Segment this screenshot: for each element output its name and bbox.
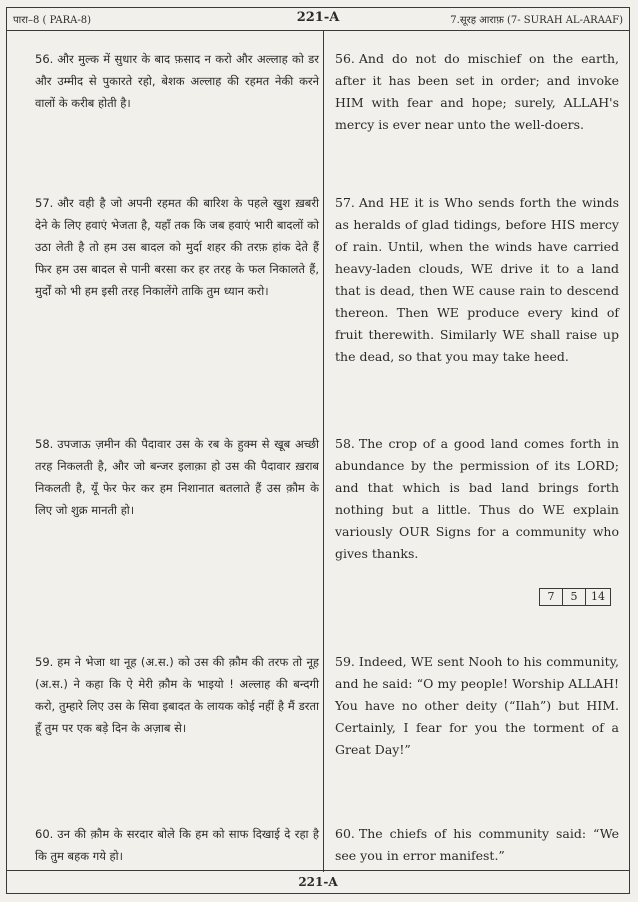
verse-hindi: 56. और मुल्क में सुधार के बाद फ़साद न करो और अल्लाह को डर और उम्मीद से पुकारते रहो, बेशक अल्लाह की रहमत नेकी करने वालों के करीब होती है। <box>35 52 319 110</box>
para-label: पारा–8 ( PARA-8) <box>13 15 91 26</box>
ruku-marker <box>539 588 611 606</box>
page-footer: 221-A <box>7 870 629 893</box>
page-header <box>7 8 629 31</box>
ruku-cell: 7 <box>540 589 563 605</box>
column-divider <box>323 30 324 872</box>
ruku-cell: 14 <box>591 590 605 603</box>
verse-hindi: 58. उपजाऊ ज़मीन की पैदावार उस के रब के हुक्म से खूब अच्छी तरह निकलती है, और जो बन्जर इलाक़ा हो उस की पैदावार ख़राब निकलती है, यूँ फेर फेर कर हम निशानात बतलाते हैं उस क़ौम के लिए जो शुक्र मानती हो। <box>35 437 319 517</box>
verse-english: 56. And do not do mischief on the earth, after it has been set in order; and invoke HIM with fear and hope; surely, ALLAH's mercy is ever near unto the well-doers. <box>335 51 619 132</box>
verse-english: 60. The chiefs of his community said: “We see you in error manifest.” <box>335 826 619 863</box>
surah-label: 7.सूरह आराफ़ (7- SURAH AL-ARAAF) <box>450 15 623 26</box>
page-number-top: 221-A <box>296 10 340 25</box>
page-frame <box>6 7 630 894</box>
verse-english: 59. Indeed, WE sent Nooh to his community, and he said: “O my people! Worship ALLAH! You have no other deity (“Ilah”) but HIM. Certainly, I fear for you the torment of a Great Day!” <box>335 654 619 757</box>
verse-hindi: 59. हम ने भेजा था नूह (अ.स.) को उस की क़ौम की तरफ तो नूह (अ.स.) ने कहा कि ऐ मेरी क़ौम के भाइयो ! अल्लाह की बन्दगी करो, तुम्हारे लिए उस के सिवा इबादत के लायक कोई नहीं है मैं डरता हूँ तुम पर एक बड़े दिन के अज़ाब से। <box>35 655 319 735</box>
verse-hindi: 60. उन की क़ौम के सरदार बोले कि हम को साफ दिखाई दे रहा है कि तुम बहक गये हो। <box>35 827 319 863</box>
verse-english: 57. And HE it is Who sends forth the winds as heralds of glad tidings, before HIS mercy of rain. Until, when the winds have carried heavy-laden clouds, WE drive it to a land that is dead, then WE cause rain to descend thereon. Then WE produce every kind of fruit therewith. Similarly WE shall raise up the dead, so that you may take heed. <box>335 195 619 364</box>
ruku-cell: 5 <box>563 589 586 605</box>
verse-english: 58. The crop of a good land comes forth in abundance by the permission of its LORD; and that which is bad land brings forth nothing but a little. Thus do WE explain variously OUR Signs for a community who gives thanks. <box>335 436 619 561</box>
verse-hindi: 57. और वही है जो अपनी रहमत की बारिश के पहले खुश ख़बरी देने के लिए हवाएं भेजता है, यहाँ तक कि जब हवाएं भारी बादलों को उठा लेती है तो हम उस बादल को मुर्दा शहर की तरफ़ हांक देते हैं फिर हम उस बादल से पानी बरसा कर हर तरह के फल निकालते हैं, मुर्दों को भी हम इसी तरह निकालेंगे ताकि तुम ध्यान करो। <box>35 196 319 298</box>
